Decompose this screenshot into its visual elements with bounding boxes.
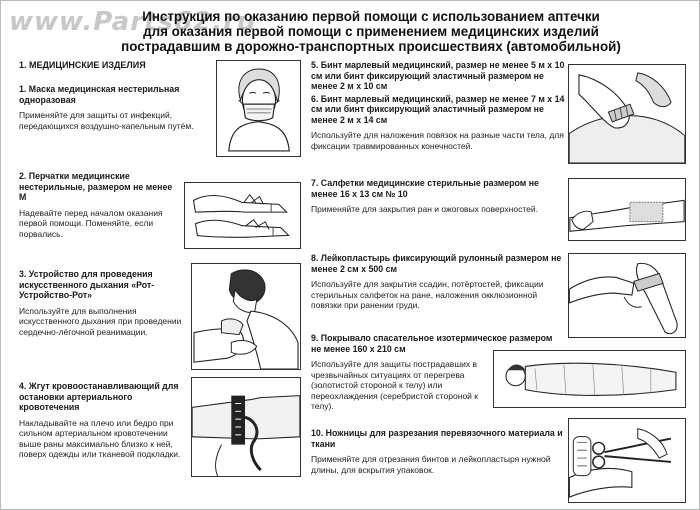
item-scissors bbox=[311, 428, 567, 475]
item-heading-5: 5. Бинт марлевый медицинский, размер не менее 5 м х 10 см или бинт фиксирующий эластичный размером не менее 2 м х 10 см bbox=[311, 60, 565, 91]
napkin-illustration bbox=[568, 178, 686, 241]
blanket-illustration bbox=[493, 350, 686, 408]
item-text: Используйте для наложения повязок на разные части тела, для фиксации травмированных конечностей. bbox=[311, 130, 564, 151]
watermark: www.Parts62.ru bbox=[9, 7, 257, 37]
item-heading: 7. Салфетки медицинские стерильные размером не менее 16 х 13 см № 10 bbox=[311, 178, 539, 199]
item-heading: 1. Маска медицинская нестерильная одноразовая bbox=[19, 84, 180, 105]
face-mask-illustration bbox=[216, 60, 301, 157]
title-line-1: Инструкция по оказанию первой помощи с использованием аптечки bbox=[142, 9, 600, 24]
item-rescue-blanket bbox=[311, 333, 553, 412]
item-text: Применяйте для отрезания бинтов и лейкопластыря нужной длины, для вскрытия упаковок. bbox=[311, 454, 551, 475]
item-text: Используйте для защиты пострадавших в чрезвычайных ситуациях от перегрева (золотистой стороной к телу) или переохлаждения (серебристой стороной к телу). bbox=[311, 359, 479, 412]
item-text: Используйте для выполнения искусственного дыхания при проведении сердечно-лёгочной реанимации. bbox=[19, 305, 182, 337]
item-heading: 8. Лейкопластырь фиксирующий рулонный размером не менее 2 см х 500 см bbox=[311, 253, 562, 274]
item-heading: 10. Ножницы для разрезания перевязочного материала и ткани bbox=[311, 428, 563, 449]
plaster-illustration bbox=[568, 253, 686, 338]
item-heading-6: 6. Бинт марлевый медицинский, размер не менее 7 м х 14 см или бинт фиксирующий эластичный размером не менее 2 м х 14 см bbox=[311, 93, 565, 125]
item-text: Применяйте для закрытия ран и ожоговых поверхностей. bbox=[311, 204, 538, 214]
title-line-3: пострадавшим в дорожно-транспортных происшествиях (автомобильной) bbox=[121, 39, 621, 54]
gloves-illustration bbox=[184, 182, 301, 249]
item-cpr-device bbox=[19, 269, 189, 337]
item-heading: 3. Устройство для проведения искусственного дыхания «Рот-Устройство-Рот» bbox=[19, 269, 155, 300]
item-gloves bbox=[19, 171, 179, 239]
item-heading: 2. Перчатки медицинские нестерильные, размером не менее М bbox=[19, 171, 173, 202]
item-text: Накладывайте на плечо или бедро при сильном артериальном кровотечении выше раны максимально близко к ней, поверх одежды или тканевой подкладки. bbox=[19, 417, 181, 460]
item-heading: 4. Жгут кровоостанавливающий для остановки артериального кровотечения bbox=[19, 381, 179, 412]
cpr-illustration bbox=[191, 263, 301, 370]
item-plaster bbox=[311, 253, 567, 311]
title-line-2: для оказания первой помощи с применением медицинских изделий bbox=[143, 24, 599, 39]
scissors-illustration bbox=[568, 418, 686, 503]
item-text: Применяйте для защиты от инфекций, передающихся воздушно-капельным путём. bbox=[19, 110, 194, 131]
item-heading: 9. Покрывало спасательное изотермическое размером не менее 160 х 210 см bbox=[311, 333, 553, 354]
item-sterile-wipes bbox=[311, 178, 561, 215]
tourniquet-illustration bbox=[191, 377, 301, 477]
section-heading: 1. МЕДИЦИНСКИЕ ИЗДЕЛИЯ bbox=[19, 60, 146, 70]
item-bandages bbox=[311, 60, 567, 151]
page-title bbox=[61, 9, 681, 54]
item-text: Надевайте перед началом оказания первой помощи. Поменяйте, если порвались. bbox=[19, 207, 163, 239]
bandage-illustration bbox=[568, 64, 686, 164]
item-tourniquet bbox=[19, 381, 189, 460]
item-text: Используйте для закрытия ссадин, потёртостей, фиксации стерильных салфеток на ране, наложения окклюзионной повязки при ранении груди. bbox=[311, 279, 544, 311]
item-mask bbox=[19, 84, 209, 131]
